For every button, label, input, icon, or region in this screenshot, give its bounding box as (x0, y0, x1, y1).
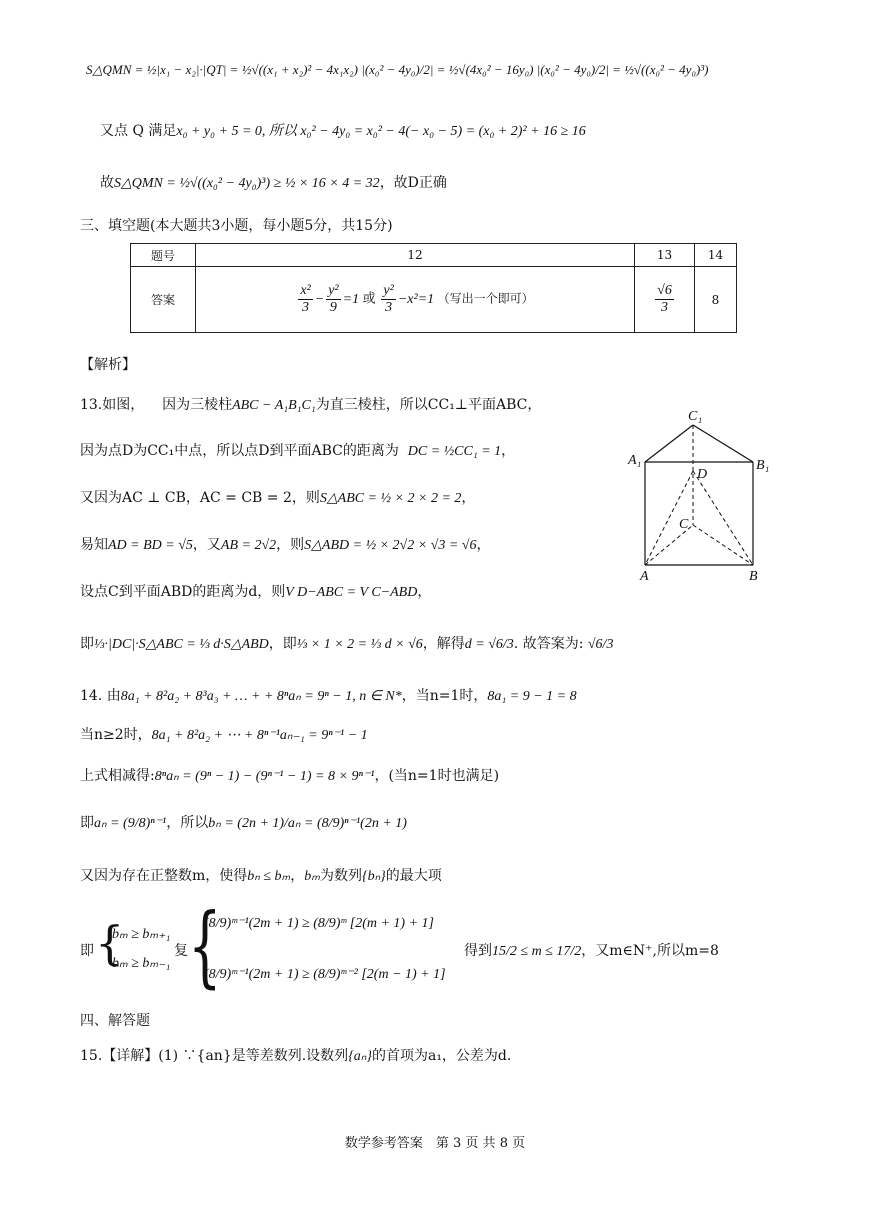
p14-result: 得到15/2 ≤ m ≤ 17/2，又m∈N⁺,所以m=8 (464, 943, 719, 959)
p14-line-1: 14. 由8a₁ + 8²a₂ + 8³a₃ + … + + 8ⁿaₙ = 9ⁿ − 1, n ∈ N*，当n=1时，8a₁ = 9 − 1 = 8 (80, 688, 577, 704)
p14-cond-2: bₘ ≥ bₘ₋₁ (112, 956, 171, 971)
answer-13-cell: $\frac{√6}{3}$ (635, 267, 695, 333)
p14-line-2: 当n≥2时，8a₁ + 8²a₂ + ⋯ + 8ⁿ⁻¹aₙ₋₁ = 9ⁿ⁻¹ − 1 (80, 727, 368, 743)
answer-14-cell: 8 (695, 267, 737, 333)
label-a: A (640, 569, 649, 584)
table-row-label: 答案 (131, 267, 196, 333)
label-c: C (679, 517, 689, 532)
p13-line-2: 因为点D为CC₁中点，所以点D到平面ABC的距离为 DC = ½CC₁ = 1， (80, 443, 516, 459)
label-b1: B₁ (756, 458, 770, 473)
s-qmn-formula: S△QMN = ½|x₁ − x₂|·|QT| = ½√((x₁ + x₂)² − 4x₁x₂) |(x₀² − 4y₀)/2| = ½√(4x₀² − 16y₀) |(x₀² − 4y₀)/2| = ½√((x₀² − 4y₀)³) (86, 62, 709, 77)
analysis-heading: 【解析】 (80, 357, 136, 373)
answer-12-note: （写出一个即可） (437, 291, 534, 306)
page-footer: 数学参考答案 第 3 页 共 8 页 (344, 1136, 526, 1151)
p14-brace-1: { (95, 916, 125, 970)
p14-brace-2: { (188, 894, 222, 997)
p14-ineq-1: (8/9)ᵐ⁻¹(2m + 1) ≥ (8/9)ᵐ [2(m + 1) + 1] (204, 916, 434, 931)
table-head-label: 题号 (131, 244, 196, 267)
label-a1: A₁ (628, 453, 642, 468)
p14-line-6-prefix: 即 (80, 943, 94, 959)
p14-ineq-2: (8/9)ᵐ⁻¹(2m + 1) ≥ (8/9)ᵐ⁻² [2(m − 1) + 1] (204, 967, 446, 982)
answer-table (130, 243, 737, 333)
prism-figure (620, 405, 780, 585)
table-head-13: 13 (635, 244, 695, 267)
table-head-12: 12 (196, 244, 635, 267)
section-4-heading: 四、解答题 (80, 1013, 150, 1029)
q-condition-line: 又点 Q 满足x₀ + y₀ + 5 = 0, 所以 x₀² − 4y₀ = x₀² − 4(− x₀ − 5) = (x₀ + 2)² + 16 ≥ 16 (100, 123, 586, 139)
table-head-14: 14 (695, 244, 737, 267)
conclusion-line: 故S△QMN = ½√((x₀² − 4y₀)³) ≥ ½ × 16 × 4 = 32，故D正确 (100, 175, 447, 191)
section-3-heading: 三、填空题(本大题共3小题，每小题5分，共15分) (80, 218, 393, 234)
p14-line-5: 又因为存在正整数m，使得bₙ ≤ bₘ，bₘ为数列{bₙ}的最大项 (80, 868, 442, 884)
p13-line-3: 又因为AC ⊥ CB，AC = CB = 2，则S△ABC = ½ × 2 × 2 = 2， (80, 490, 476, 506)
p14-line-3: 上式相减得:8ⁿaₙ = (9ⁿ − 1) − (9ⁿ⁻¹ − 1) = 8 × 9ⁿ⁻¹，(当n=1时也满足) (80, 768, 500, 784)
p15-line-1: 15.【详解】(1) ∵{an}是等差数列.设数列{aₙ}的首项为a₁，公差为d. (80, 1048, 512, 1064)
p14-cond-1: bₘ ≥ bₘ₊₁ (112, 927, 171, 942)
p13-line-6: 即⅓·|DC|·S△ABC = ⅓ d·S△ABD，即⅓ × 1 × 2 = ⅓ d × √6，解得d = √6/3. 故答案为: √6/3 (80, 636, 614, 652)
p14-fu: 复 (174, 943, 188, 959)
p13-line-4: 易知AD = BD = √5，又AB = 2√2，则S△ABD = ½ × 2√2 × √3 = √6， (80, 537, 491, 553)
p13-line-1: 13.如图， 因为三棱柱ABC − A₁B₁C₁为直三棱柱，所以CC₁⊥平面ABC， (80, 397, 542, 413)
p14-line-4: 即aₙ = (9/8)ⁿ⁻¹，所以bₙ = (2n + 1)/aₙ = (8/9)ⁿ⁻¹(2n + 1) (80, 815, 407, 831)
p13-line-5: 设点C到平面ABD的距离为d，则V D−ABC = V C−ABD， (80, 584, 432, 600)
label-d: D (697, 467, 708, 482)
label-c1: C₁ (688, 409, 703, 424)
label-b: B (749, 569, 758, 584)
answer-12-cell: $\frac{\text{x²}}{3}$ − $\frac{\text{y²}}{9}$ =1 或 $\frac{\text{y²}}{3}$ −x²=1 （写出一个即可） (196, 267, 635, 333)
